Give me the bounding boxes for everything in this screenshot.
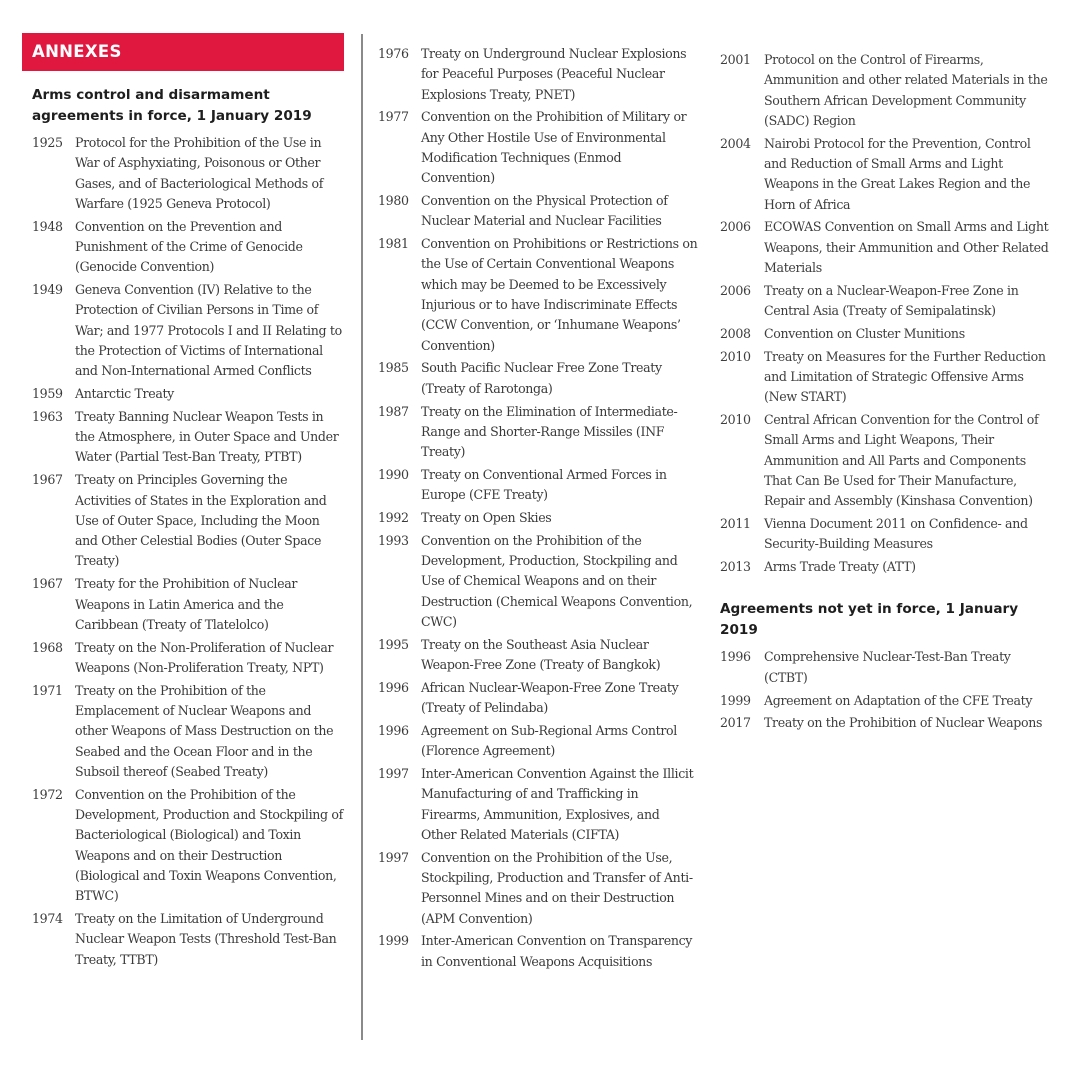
agreement-year: 1968 [32,639,63,655]
agreement-entry [720,324,1050,344]
agreement-title: South Pacific Nuclear Free Zone Treaty (Treaty of Rarotonga) [421,360,662,396]
agreement-year: 1990 [378,466,409,482]
agreement-entry [378,402,698,463]
agreement-title: Geneva Convention (IV) Relative to the Protection of Civilian Persons in Time of War; and 1977 Protocols I and II Relating to the Protection of Victims of International and Non-International Armed Conflicts [75,282,342,379]
in-force-list-part-1 [22,133,344,970]
agreement-title: African Nuclear-Weapon-Free Zone Treaty (Treaty of Pelindaba) [421,679,679,716]
agreement-title: Inter-American Convention on Transparency in Conventional Weapons Acquisitions [421,933,693,969]
agreement-entry [378,191,698,232]
agreement-year: 1967 [32,576,63,592]
agreement-title: Treaty for the Prohibition of Nuclear Weapons in Latin America and the Caribbean (Treaty of Tlatelolco) [75,576,298,632]
agreement-entry [32,280,344,381]
agreement-title: Treaty on the Elimination of Intermediate-Range and Shorter-Range Missiles (INF Treaty) [421,403,678,460]
agreement-title: Treaty on the Prohibition of the Emplacement of Nuclear Weapons and other Weapons of Mass Destruction on the Seabed and the Ocean Floor and in the Subsoil thereof (Seabed Treaty) [75,682,334,779]
agreement-entry [720,691,1050,711]
agreement-entry [378,764,698,845]
agreement-year: 1981 [378,236,409,252]
agreement-entry [378,358,698,399]
agreement-year: 1985 [378,360,409,376]
agreement-title: Treaty on Conventional Armed Forces in Europe (CFE Treaty) [421,466,667,503]
agreement-year: 1967 [32,472,63,488]
agreement-entry [378,508,698,528]
agreement-title: Treaty on Underground Nuclear Explosions for Peaceful Purposes (Peaceful Nuclear Explosions Treaty, PNET) [421,46,687,102]
agreement-entry [720,514,1050,555]
agreement-entry [378,678,698,719]
agreement-year: 2010 [720,348,751,364]
agreement-year: 1996 [720,649,751,665]
agreement-title: Convention on the Physical Protection of Nuclear Material and Nuclear Facilities [421,193,668,229]
agreement-year: 1963 [32,408,63,424]
agreement-entry [32,133,344,214]
column-2 [378,44,698,975]
agreement-entry [32,407,344,468]
agreement-year: 2001 [720,52,751,67]
not-in-force-heading: Agreements not yet in force, 1 January 2019 [720,601,1019,639]
agreement-year: 1925 [32,135,63,150]
agreement-entry [378,234,698,356]
agreement-year: 1949 [32,282,63,298]
agreement-year: 1995 [378,636,409,652]
in-force-list-part-3 [720,50,1050,577]
agreement-entry [32,217,344,278]
agreement-title: Treaty on Open Skies [421,510,552,526]
agreement-title: Nairobi Protocol for the Prevention, Control and Reduction of Small Arms and Light Weapons in the Great Lakes Region and the Horn of Africa [764,135,1031,212]
agreement-year: 2006 [720,219,751,235]
in-force-heading: Arms control and disarmament agreements in force, 1 January 2019 [32,87,312,124]
agreement-year: 1959 [32,386,63,402]
column-3 [720,50,1050,736]
agreement-year: 1999 [378,933,409,949]
agreement-title: Treaty on Measures for the Further Reduction and Limitation of Strategic Offensive Arms (New START) [764,348,1046,405]
agreement-year: 2008 [720,325,751,341]
agreement-year: 1992 [378,510,409,526]
in-force-list-part-2 [378,44,698,972]
agreement-title: Vienna Document 2011 on Confidence- and Security-Building Measures [764,516,1028,552]
agreement-year: 1996 [378,679,409,695]
agreement-title: Central African Convention for the Control of Small Arms and Light Weapons, Their Ammunition and All Parts and Components That Can Be Used for Their Manufacture, Repair and Assembly (Kinshasa Convention) [764,412,1039,509]
agreement-entry [720,50,1050,131]
agreement-entry [720,347,1050,408]
not-in-force-list [720,647,1050,733]
agreement-entry [32,384,344,404]
agreement-year: 1976 [378,46,409,61]
agreement-entry [378,931,698,972]
agreement-year: 1999 [720,692,751,708]
agreement-title: Convention on the Prohibition of the Use, Stockpiling, Production and Transfer of Anti-Personnel Mines and on their Destruction (APM Convention) [421,849,693,926]
agreement-entry [720,647,1050,688]
agreement-entry [32,681,344,782]
agreement-title: Treaty on the Non-Proliferation of Nuclear Weapons (Non-Proliferation Treaty, NPT) [75,639,334,675]
agreement-entry [378,465,698,506]
agreement-title: Convention on Prohibitions or Restrictions on the Use of Certain Conventional Weapons which may be Deemed to be Excessively Injurious or to have Indiscriminate Effects (CCW Convention, or ‘Inhumane Weapons’ Convention) [421,236,698,353]
agreement-entry [32,909,344,970]
agreement-title: Protocol on the Control of Firearms, Ammunition and other related Materials in the Southern African Development Community (SADC) Region [764,52,1048,128]
column-divider [361,34,363,1040]
agreement-entry [378,635,698,676]
agreement-entry [32,574,344,635]
agreement-entry [720,410,1050,511]
agreement-year: 1987 [378,403,409,419]
agreement-title: Treaty on the Prohibition of Nuclear Weapons [764,715,1043,731]
agreement-year: 2006 [720,282,751,298]
agreement-year: 1993 [378,532,409,548]
agreement-title: Agreement on Adaptation of the CFE Treaty [764,692,1033,708]
agreement-entry [720,557,1050,577]
agreement-year: 1977 [378,109,409,125]
agreement-title: Antarctic Treaty [75,386,174,402]
agreement-title: Inter-American Convention Against the Illicit Manufacturing of and Trafficking in Firearms, Ammunition, Explosives, and Other Related Materials (CIFTA) [421,766,694,842]
agreement-title: Arms Trade Treaty (ATT) [764,559,916,575]
agreement-year: 1974 [32,910,63,926]
column-1 [22,33,344,972]
agreement-title: Convention on the Prohibition of the Development, Production and Stockpiling of Bacteriological (Biological) and Toxin Weapons and on their Destruction (Biological and Toxin Weapons Convention, BTWC) [75,786,343,904]
agreement-title: Protocol for the Prohibition of the Use in War of Asphyxiating, Poisonous or Other Gases, and of Bacteriological Methods of Warfare (1925 Geneva Protocol) [75,135,324,211]
agreement-year: 2004 [720,135,751,151]
agreement-entry [378,721,698,762]
agreement-year: 1971 [32,682,63,698]
agreement-entry [32,470,344,571]
agreement-year: 1997 [378,766,409,782]
agreement-title: Agreement on Sub-Regional Arms Control (Florence Agreement) [421,723,677,759]
agreement-title: Treaty on a Nuclear-Weapon-Free Zone in Central Asia (Treaty of Semipalatinsk) [764,282,1019,319]
agreement-title: Convention on Cluster Munitions [764,325,965,341]
agreement-year: 1997 [378,849,409,865]
agreement-title: Convention on the Prevention and Punishment of the Crime of Genocide (Genocide Convention) [75,218,303,275]
agreement-year: 2017 [720,715,751,731]
agreement-entry [378,531,698,632]
agreement-year: 2010 [720,412,751,428]
agreement-entry [32,785,344,907]
agreement-title: Treaty on the Southeast Asia Nuclear Weapon-Free Zone (Treaty of Bangkok) [421,636,661,673]
agreement-entry [720,217,1050,278]
agreement-entry [378,107,698,188]
agreement-entry [32,638,344,679]
agreement-year: 2013 [720,559,751,575]
agreement-entry [378,848,698,929]
agreement-year: 1980 [378,193,409,209]
agreement-year: 2011 [720,516,751,532]
annexes-banner: ANNEXES [22,33,344,71]
agreement-entry [720,713,1050,733]
agreement-year: 1972 [32,786,63,802]
agreement-title: Convention on the Prohibition of the Development, Production, Stockpiling and Use of Chemical Weapons and on their Destruction (Chemical Weapons Convention, CWC) [421,532,693,630]
agreement-title: Treaty Banning Nuclear Weapon Tests in the Atmosphere, in Outer Space and Under Water (Partial Test-Ban Treaty, PTBT) [75,408,339,465]
agreement-entry [720,281,1050,322]
agreement-entry [378,44,698,105]
agreement-entry [720,134,1050,215]
agreement-title: Comprehensive Nuclear-Test-Ban Treaty (CTBT) [764,649,1011,685]
agreement-title: Treaty on Principles Governing the Activities of States in the Exploration and Use of Outer Space, Including the Moon and Other Celestial Bodies (Outer Space Treaty) [75,472,327,569]
agreement-title: Convention on the Prohibition of Military or Any Other Hostile Use of Environmental Modification Techniques (Enmod Convention) [421,109,687,186]
agreement-title: Treaty on the Limitation of Underground Nuclear Weapon Tests (Threshold Test-Ban Treaty, TTBT) [75,910,337,967]
agreement-year: 1948 [32,218,63,234]
agreement-title: ECOWAS Convention on Small Arms and Light Weapons, their Ammunition and Other Related Materials [764,219,1049,275]
agreement-year: 1996 [378,723,409,738]
